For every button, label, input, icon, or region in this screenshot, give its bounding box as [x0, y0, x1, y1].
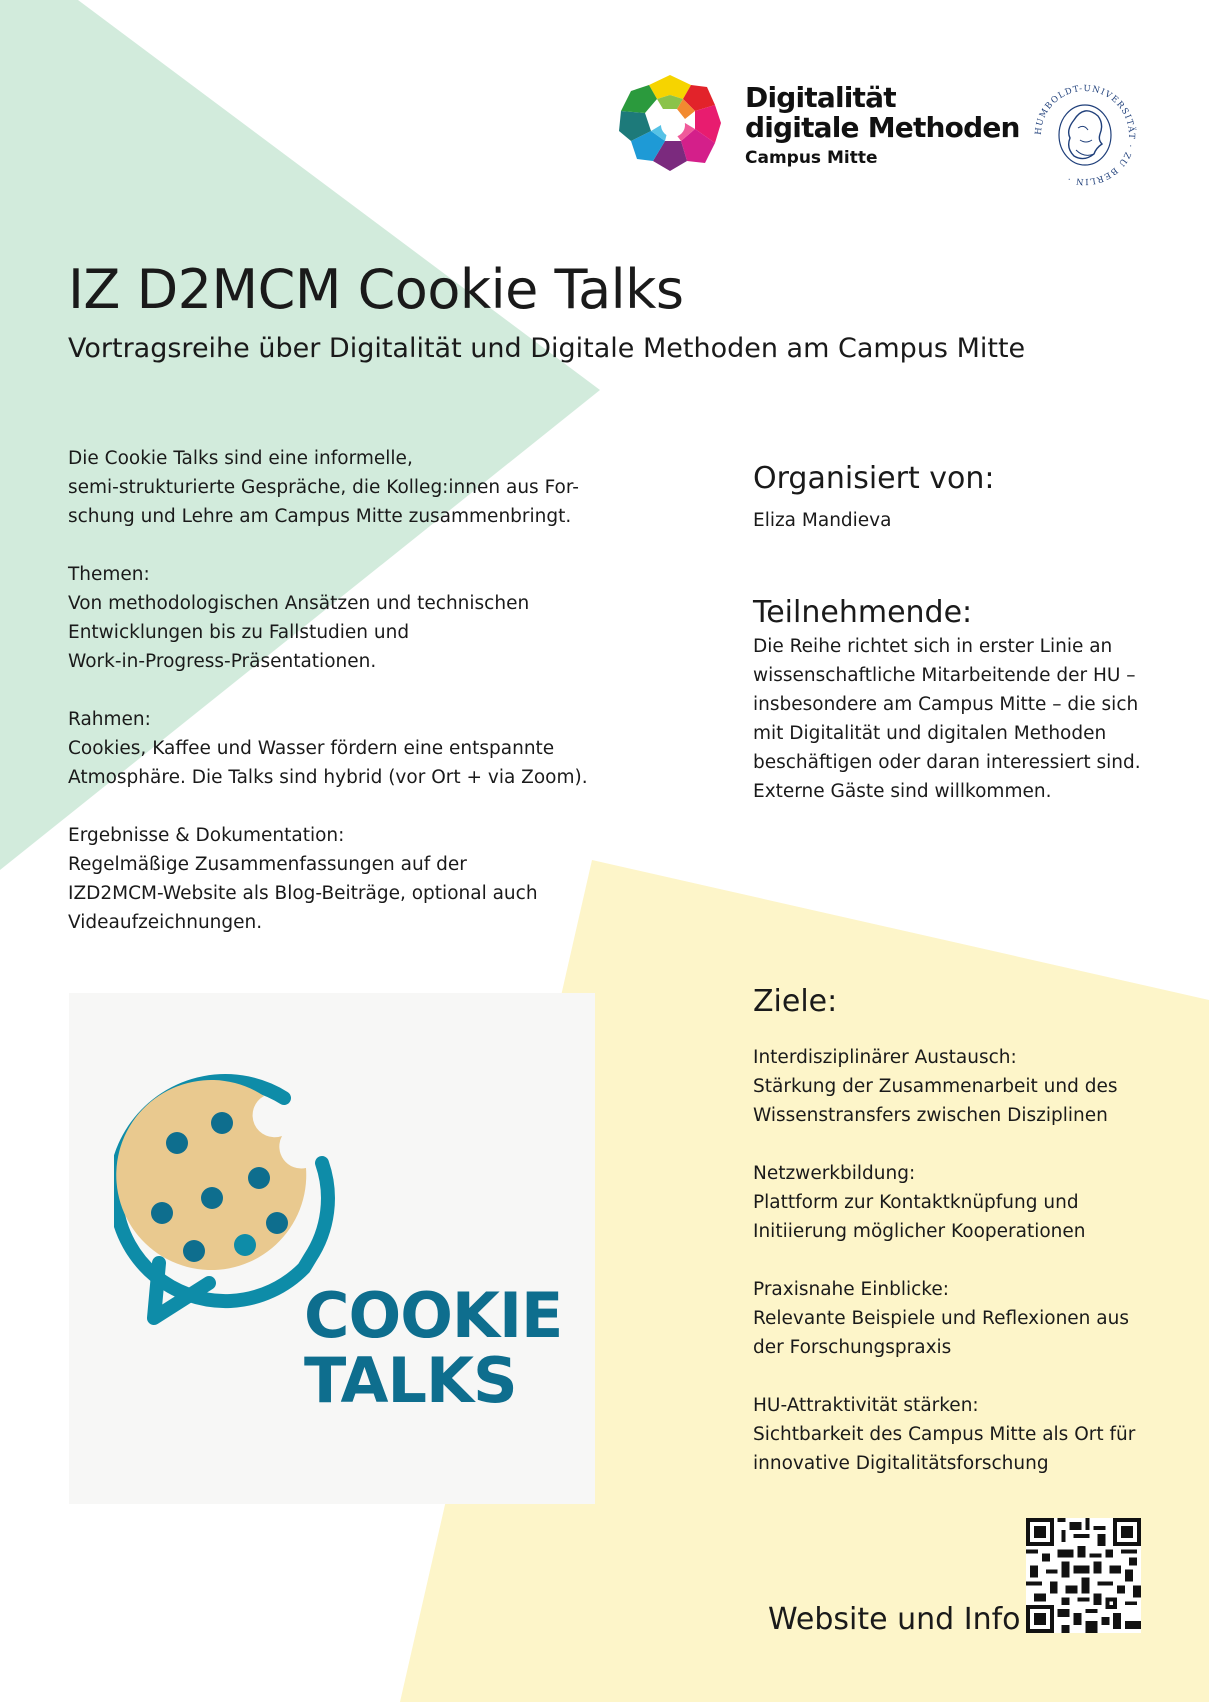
page-subtitle: Vortragsreihe über Digitalität und Digitale Methoden am Campus Mitte	[68, 333, 1026, 364]
goal-text: Stärkung der Zusammenarbeit und des	[753, 1076, 1118, 1097]
goal-item	[753, 1043, 1173, 1130]
goal-title: Praxisnahe Einblicke:	[753, 1279, 949, 1300]
seal-text: HUMBOLDT-UNIVERSITÄT · ZU BERLIN ·	[1033, 83, 1137, 187]
logo-wordmark	[745, 83, 1020, 171]
goals-heading: Ziele:	[753, 984, 838, 1019]
ergebnisse-paragraph	[68, 821, 628, 937]
goal-item	[753, 1391, 1173, 1478]
participants-line: insbesondere am Campus Mitte – die sich	[753, 694, 1139, 715]
themen-label: Themen:	[68, 564, 150, 585]
qr-code-icon[interactable]	[1026, 1518, 1141, 1633]
themen-line: Von methodologischen Ansätzen und technischen	[68, 593, 530, 614]
participants-line: wissenschaftliche Mitarbeitende der HU –	[753, 665, 1136, 686]
rahmen-line: Atmosphäre. Die Talks sind hybrid (vor Ort + via Zoom).	[68, 767, 588, 788]
goal-text: der Forschungspraxis	[753, 1337, 952, 1358]
themen-line: Work-in-Progress-Präsentationen.	[68, 651, 377, 672]
logo-line-3: Campus Mitte	[745, 148, 878, 168]
participants-line: beschäftigen oder daran interessiert sind.	[753, 752, 1141, 773]
rahmen-line: Cookies, Kaffee und Wasser fördern eine entspannte	[68, 738, 555, 759]
participants-line: Die Reihe richtet sich in erster Linie an	[753, 636, 1113, 657]
participants-section	[753, 594, 1173, 806]
intro-paragraph	[68, 444, 628, 531]
ergebnisse-label: Ergebnisse & Dokumentation:	[68, 825, 345, 846]
goal-text: Relevante Beispiele und Reflexionen aus	[753, 1308, 1129, 1329]
organizer-name: Eliza Mandieva	[753, 510, 892, 531]
flower-logo-icon	[615, 75, 725, 185]
intro-line: Die Cookie Talks sind eine informelle,	[68, 448, 413, 469]
description-column	[68, 444, 628, 966]
ergebnisse-line: IZD2MCM-Website als Blog-Beiträge, optional auch	[68, 883, 538, 904]
themen-line: Entwicklungen bis zu Fallstudien und	[68, 622, 410, 643]
participants-line: mit Digitalität und digitalen Methoden	[753, 723, 1107, 744]
rahmen-paragraph	[68, 705, 628, 792]
goal-text: Wissenstransfers zwischen Disziplinen	[753, 1105, 1108, 1126]
participants-heading: Teilnehmende:	[753, 595, 973, 630]
goal-text: Plattform zur Kontaktknüpfung und	[753, 1192, 1079, 1213]
goal-title: HU-Attraktivität stärken:	[753, 1395, 979, 1416]
participants-line: Externe Gäste sind willkommen.	[753, 781, 1052, 802]
goal-text: Sichtbarkeit des Campus Mitte als Ort für	[753, 1424, 1136, 1445]
goal-text: Initiierung möglicher Kooperationen	[753, 1221, 1086, 1242]
goals-section	[753, 983, 1173, 1507]
cookie-logo-word-1: COOKIE	[304, 1279, 563, 1352]
ergebnisse-line: Regelmäßige Zusammenfassungen auf der	[68, 854, 467, 875]
page-title: IZ D2MCM Cookie Talks	[68, 258, 684, 321]
goal-title: Interdisziplinärer Austausch:	[753, 1047, 1017, 1068]
rahmen-label: Rahmen:	[68, 709, 151, 730]
goal-item	[753, 1159, 1173, 1246]
svg-text:HUMBOLDT-UNIVERSITÄT · ZU BERL	[1034, 84, 1138, 186]
humboldt-seal-icon[interactable]	[1030, 80, 1140, 190]
intro-line: semi-strukturierte Gespräche, die Kolleg:innen aus For-	[68, 477, 579, 498]
themen-paragraph	[68, 560, 628, 676]
cookie-logo-word-2: TALKS	[304, 1344, 517, 1417]
cookie-talks-logo-card	[69, 993, 595, 1504]
intro-line: schung und Lehre am Campus Mitte zusammenbringt.	[68, 506, 572, 527]
goal-title: Netzwerkbildung:	[753, 1163, 916, 1184]
website-info-label: Website und Info	[768, 1602, 1021, 1637]
goal-item	[753, 1275, 1173, 1362]
organizer-heading: Organisiert von:	[753, 461, 995, 496]
logo-line-2: digitale Methoden	[745, 111, 1020, 144]
logo-line-1: Digitalität	[745, 81, 896, 114]
ergebnisse-line: Videaufzeichnungen.	[68, 912, 263, 933]
organizer-section	[753, 460, 1173, 535]
goal-text: innovative Digitalitätsforschung	[753, 1453, 1049, 1474]
